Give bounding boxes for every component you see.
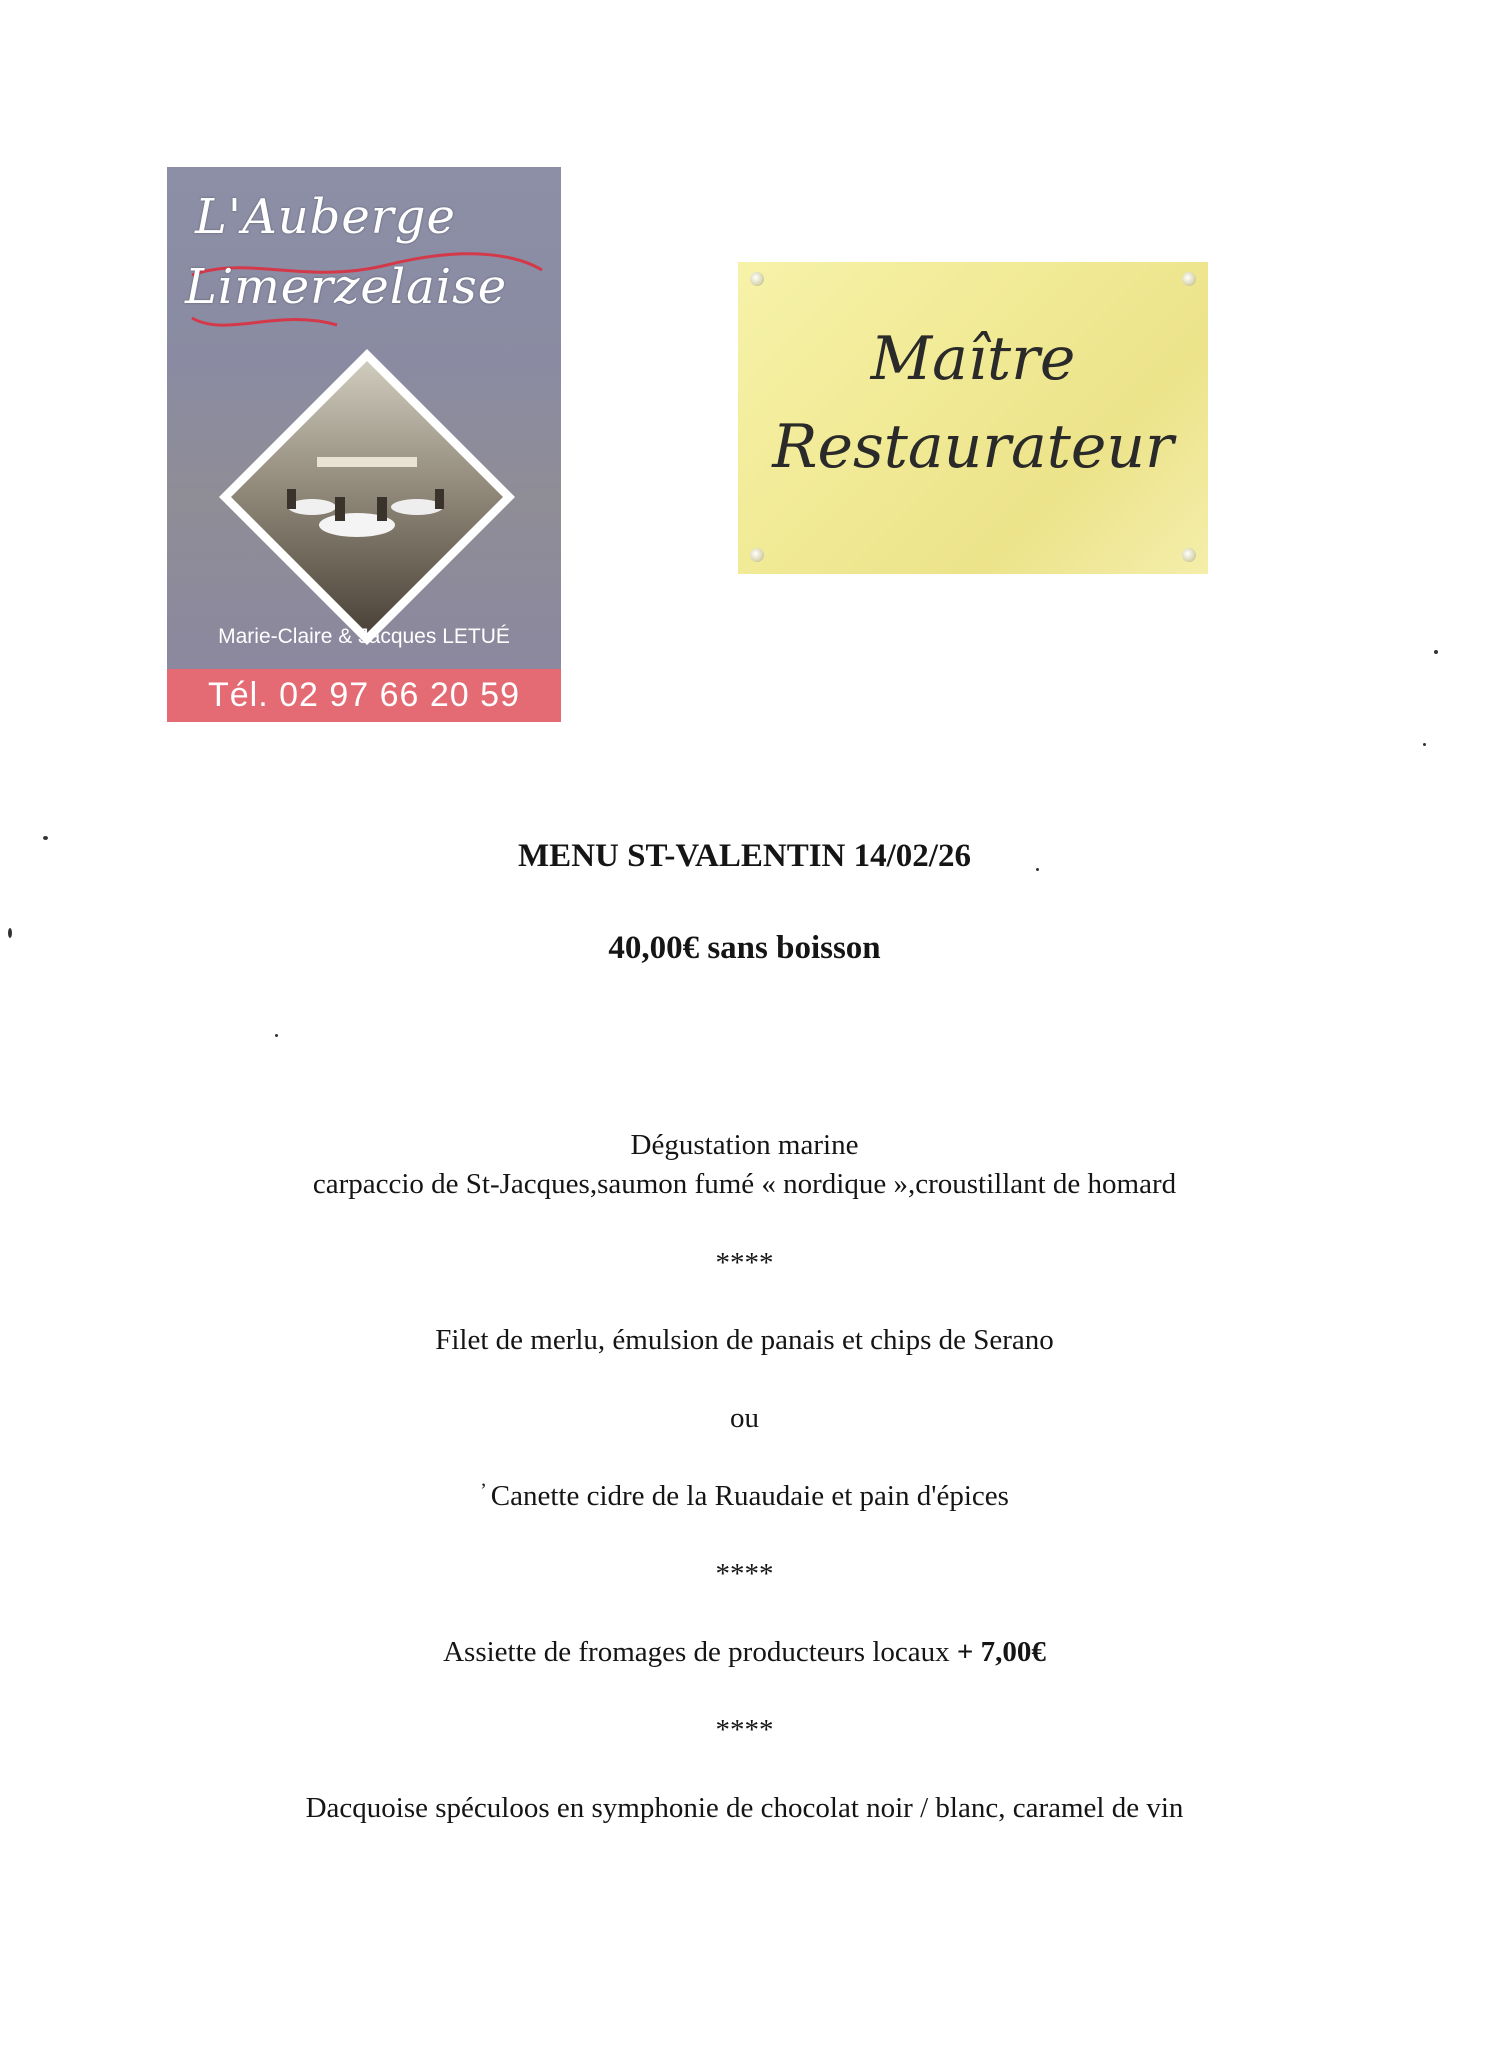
card-title-line2: Limerzelaise xyxy=(185,259,508,315)
scan-speck xyxy=(1434,650,1438,654)
menu-price: 40,00€ sans boisson xyxy=(608,930,881,966)
starter-name: Dégustation marine xyxy=(630,1129,859,1161)
or-divider: ou xyxy=(730,1402,759,1434)
swirl-flourish xyxy=(187,303,547,343)
plaque-line1: Maître xyxy=(870,324,1076,394)
plaque-line2: Restaurateur xyxy=(772,412,1174,482)
restaurant-card xyxy=(167,167,561,722)
phone-number: Tél. 02 97 66 20 59 xyxy=(167,669,561,722)
course-separator: **** xyxy=(715,1558,774,1590)
course-separator: **** xyxy=(715,1247,774,1279)
main-option-2 xyxy=(0,1480,1489,1513)
course-separator: **** xyxy=(715,1714,774,1746)
main-option-2-text: Canette cidre de la Ruaudaie et pain d'épices xyxy=(490,1480,1009,1512)
screw-icon xyxy=(750,548,764,562)
scan-speck xyxy=(1423,743,1426,746)
screw-icon xyxy=(1182,548,1196,562)
cheese-supplement: + 7,00€ xyxy=(956,1636,1046,1668)
cheese-course xyxy=(0,1636,1489,1669)
screw-icon xyxy=(750,272,764,286)
screw-icon xyxy=(1182,272,1196,286)
owner-names: Marie-Claire & Jacques LETUÉ xyxy=(218,625,510,648)
dessert: Dacquoise spéculoos en symphonie de chocolat noir / blanc, caramel de vin xyxy=(305,1792,1184,1824)
cheese-text: Assiette de fromages de producteurs locaux xyxy=(443,1636,957,1668)
menu-title: MENU ST-VALENTIN 14/02/26 xyxy=(518,838,971,874)
card-title-line1: L'Auberge xyxy=(195,189,456,245)
maitre-restaurateur-plaque xyxy=(738,262,1208,574)
starter-description: carpaccio de St-Jacques,saumon fumé « nordique »,croustillant de homard xyxy=(312,1168,1177,1200)
scan-speck xyxy=(275,1034,278,1037)
dining-room-photo xyxy=(217,347,517,647)
stray-mark-icon: ʼ xyxy=(480,1480,487,1502)
main-option-1: Filet de merlu, émulsion de panais et chips de Serano xyxy=(435,1324,1054,1356)
